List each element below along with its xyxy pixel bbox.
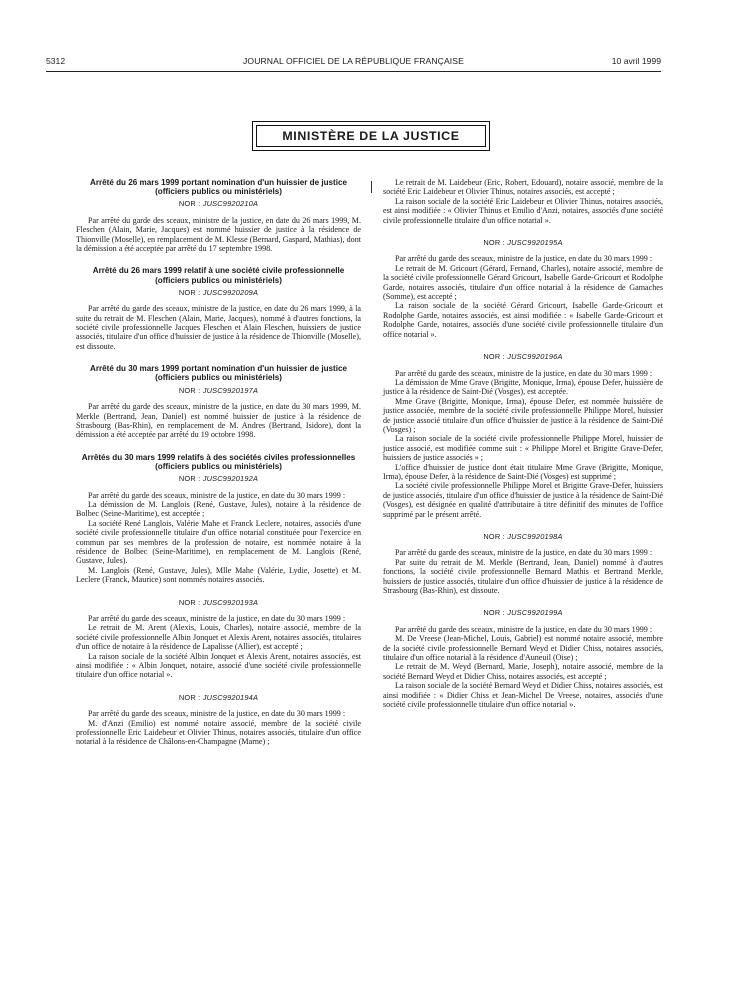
nor-label: NOR : <box>483 238 505 248</box>
nor-label: NOR : <box>483 608 505 618</box>
paragraph: La société René Langlois, Valérie Mahe et Franck Leclere, notaires, associés d'une société civile professionnelle titulaire d'un office notarial constituée pour l'exercice en commun par ses membres de la profession de notaire, est nommée notaire à la résidence de Bolbec (Seine-Maritime), en remplacement de M. Langlois (René, Gustave, Jules). <box>76 518 361 566</box>
paragraph: La raison sociale de la société Bernard Weyd et Didier Chiss, notaires associés, est ainsi modifiée : « Didier Chiss et Jean-Michel De Vreese, notaires, associés d'une société civile professionnelle titulaire d'un office notarial ». <box>383 681 663 710</box>
section-decree-1 <box>76 178 361 253</box>
ministry-box <box>252 121 490 151</box>
paragraph: Par arrêté du garde des sceaux, ministre de la justice, en date du 30 mars 1999 : <box>88 709 346 719</box>
paragraph: Le retrait de M. Arent (Alexis, Louis, Charles), notaire associé, membre de la société civile professionnelle Albin Jonquet et Alexis Arent, notaires associés, titulaires d'un office de notaire à la résidence de Lapalisse (Allier), est accepté ; <box>76 623 361 652</box>
nor-line <box>76 474 361 483</box>
paragraph: Par arrêté du garde des sceaux, ministre de la justice, en date du 30 mars 1999 : <box>88 614 346 623</box>
nor-line <box>383 532 663 541</box>
decree-title: Arrêtés du 30 mars 1999 relatifs à des sociétés civiles professionnelles (officiers publics ou ministériels) <box>81 452 356 471</box>
paragraph: La raison sociale de la société Eric Laidebeur et Olivier Thinus, notaires associés, est ainsi modifiée : « Olivier Thinus et Emilio d'Anzi, notaires, associés d'une société civile professionnelle titulaire d'un office notarial ». <box>383 196 663 225</box>
nor-line <box>76 693 361 702</box>
nor-code: JUSC9920196A <box>507 352 563 362</box>
decree-title: Arrêté du 26 mars 1999 portant nomination d'un huissier de justice (officiers publics ou ministériels) <box>90 178 347 197</box>
paragraph: La raison sociale de la société civile professionnelle Philippe Morel, huissier de justice associé, est modifiée comme suit : « Philippe Morel et Brigitte Grave-Defer, huissiers de justice associés » ; <box>383 434 663 463</box>
nor-line <box>76 386 361 395</box>
nor-code: JUSC9920209A <box>202 287 259 297</box>
paragraph: Par arrêté du garde des sceaux, ministre de la justice, en date du 26 mars 1999, M. Fleschen (Alain, Marie, Jacques) est nommé huissier de justice à la résidence de Thionville (Moselle), en remplacement de M. Klesse (Bernard, Gaspard, Mathias), dont la démission a été acceptée par arrêté du 17 septembre 1998. <box>76 215 361 254</box>
paragraph: Le retrait de M. Weyd (Bernard, Marie, Joseph), notaire associé, membre de la société Bernard Weyd et Didier Chiss, notaires associés, est accepté ; <box>383 662 663 681</box>
section-decree-4 <box>76 453 361 585</box>
paragraph: La démission de Mme Grave (Brigitte, Monique, Irma), épouse Defer, huissière de justice à la résidence de Saint-Dié (Vosges), est acceptée. <box>383 377 663 397</box>
paragraph: La raison sociale de la société Albin Jonquet et Alexis Arent, notaires associés, est ainsi modifiée : « Albin Jonquet, notaire, associé d'une société civile professionnelle titulaire d'un office notarial ». <box>76 651 361 680</box>
journal-title: JOURNAL OFFICIEL DE LA RÉPUBLIQUE FRANÇAISE <box>243 56 464 66</box>
nor-code: JUSC9920198A <box>507 532 563 541</box>
nor-label: NOR : <box>483 352 505 362</box>
paragraph: La démission de M. Langlois (René, Gustave, Jules), notaire à la résidence de Bolbec (Seine-Maritime), est acceptée ; <box>76 499 361 519</box>
ministry-title: MINISTÈRE DE LA JUSTICE <box>256 125 486 147</box>
section-decree-2 <box>76 266 361 351</box>
nor-line <box>383 238 663 247</box>
nor-code: JUSC9920193A <box>202 597 259 607</box>
section-decree-10 <box>383 608 663 709</box>
paragraph: Le retrait de M. Gricourt (Gérard, Fernand, Charles), notaire associé, membre de la société civile professionnelle Gérard Gricourt, Isabelle Garde-Gricourt et Rodolphe Garde, notaires associés, titulaire d'un office notarial à la résidence de Gamaches (Somme), est accepté ; <box>383 263 663 302</box>
paragraph: La raison sociale de la société Gérard Gricourt, Isabelle Garde-Gricourt et Rodolphe Garde, notaires associés, est ainsi modifiée : « Isabelle Garde-Gricourt et Rodolphe Garde, notaires, associés d'une société civile professionnelle titulaire d'un office notarial ». <box>383 301 663 339</box>
section-decree-8 <box>383 352 663 519</box>
nor-label: NOR : <box>178 692 201 702</box>
paragraph: Par arrêté du garde des sceaux, ministre de la justice, en date du 30 mars 1999 : <box>395 368 653 378</box>
section-decree-3 <box>76 364 361 439</box>
paragraph: Par suite du retrait de M. Merkle (Bertrand, Jean, Daniel) nommé à d'autres fonctions, la société civile professionnelle Bernard Mathis et Bertrand Merkle, huissiers de justice associés, titulaire d'un office d'huissier de justice à la résidence de Strasbourg (Bas-Rhin), est dissoute. <box>383 557 663 596</box>
nor-label: NOR : <box>178 199 201 209</box>
header-rule <box>46 71 661 72</box>
nor-label: NOR : <box>178 385 201 395</box>
paragraph: Par arrêté du garde des sceaux, ministre de la justice, en date du 30 mars 1999, M. Merkle (Bertrand, Jean, Daniel) est nommé huissier de justice à la résidence de Strasbourg (Bas-Rhin), en remplacement de M. Andres (Bertrand, Isidore), dont la démission a été acceptée par arrêté du 19 octobre 1998. <box>76 402 361 440</box>
nor-label: NOR : <box>483 532 505 541</box>
paragraph: Par arrêté du garde des sceaux, ministre de la justice, en date du 30 mars 1999 : <box>88 490 346 500</box>
paragraph: Par arrêté du garde des sceaux, ministre de la justice, en date du 30 mars 1999 : <box>395 548 653 558</box>
nor-label: NOR : <box>178 474 201 484</box>
page-header <box>46 56 661 70</box>
nor-line <box>383 352 663 361</box>
section-decree-7 <box>383 238 663 339</box>
right-column <box>383 178 663 710</box>
nor-code: JUSC9920192A <box>202 474 259 484</box>
paragraph: Par arrêté du garde des sceaux, ministre de la justice, en date du 30 mars 1999 : <box>395 624 653 634</box>
nor-code: JUSC9920195A <box>507 238 563 248</box>
page-number: 5312 <box>46 56 66 66</box>
nor-code: JUSC9920194A <box>202 692 259 702</box>
paragraph: Mme Grave (Brigitte, Monique, Irma), épouse Defer, est nommée huissière de justice associée, membre de la société civile professionnelle Philippe Morel, huissier de justice associé titulaire d'un office d'huissier de justice à la résidence de Saint-Dié (Vosges) ; <box>383 396 663 434</box>
paragraph: L'office d'huissier de justice dont était titulaire Mme Grave (Brigitte, Monique, Irma), épouse Defer, à la résidence de Saint-Dié (Vosges) est supprimé ; <box>383 462 663 481</box>
decree-title: Arrêté du 30 mars 1999 portant nomination d'un huissier de justice (officiers publics ou ministériels) <box>90 364 347 383</box>
section-continuation <box>383 178 663 225</box>
paragraph: M. d'Anzi (Emilio) est nommé notaire associé, membre de la société civile professionnelle Eric Laidebeur et Olivier Thinus, notaires associés, titulaire d'un office notarial à la résidence de Châlons-en-Champagne (Marne) ; <box>76 718 361 747</box>
paragraph: Par arrêté du garde des sceaux, ministre de la justice, en date du 30 mars 1999 : <box>395 254 653 264</box>
nor-line <box>76 288 361 297</box>
nor-line <box>76 199 361 208</box>
paragraph: M. De Vreese (Jean-Michel, Louis, Gabriel) est nommé notaire associé, membre de la société civile professionnelle Bernard Weyd et Didier Chiss, notaires associés, titulaire d'un office notarial à la résidence d'Auneuil (Oise) ; <box>383 634 663 663</box>
nor-label: NOR : <box>178 287 201 297</box>
nor-code: JUSC9920197A <box>202 385 259 395</box>
nor-code: JUSC9920199A <box>507 608 563 618</box>
paragraph: Par arrêté du garde des sceaux, ministre de la justice, en date du 26 mars 1999, à la suite du retrait de M. Fleschen (Alain, Marie, Jacques), nommé à d'autres fonctions, la société civile professionnelle Jacques Fleschen et Alain Fleschen, huissiers de justice associés, titulaire d'un office d'huissier de justice à la résidence de Thionville (Moselle), est dissoute. <box>76 304 361 351</box>
nor-line <box>383 608 663 617</box>
paragraph: Le retrait de M. Laidebeur (Eric, Robert, Edouard), notaire associé, membre de la société Eric Laidebeur et Olivier Thinus, notaires associés, est accepté ; <box>383 178 663 197</box>
section-decree-5 <box>76 598 361 680</box>
column-divider <box>371 181 372 193</box>
section-decree-6 <box>76 693 361 747</box>
publication-date: 10 avril 1999 <box>611 56 661 66</box>
decree-title: Arrêté du 26 mars 1999 relatif à une société civile professionnelle (officiers publics ou ministériels) <box>92 266 345 285</box>
nor-code: JUSC9920210A <box>202 199 259 209</box>
paragraph: La société civile professionnelle Philippe Morel et Brigitte Grave-Defer, huissiers de justice associés, titulaire d'un office d'huissier de justice à la résidence de Saint-Dié (Vosges), est désignée en qualité d'attributaire à titre définitif des minutes de l'office supprimé par le présent arrêté. <box>383 481 663 519</box>
section-decree-9 <box>383 532 663 595</box>
nor-line <box>76 598 361 607</box>
left-column <box>76 178 361 747</box>
nor-label: NOR : <box>178 597 201 607</box>
paragraph: M. Langlois (René, Gustave, Jules), Mlle Mahe (Valérie, Lydie, Josette) et M. Leclere (Franck, Maurice) sont nommés notaires associés. <box>76 565 361 585</box>
